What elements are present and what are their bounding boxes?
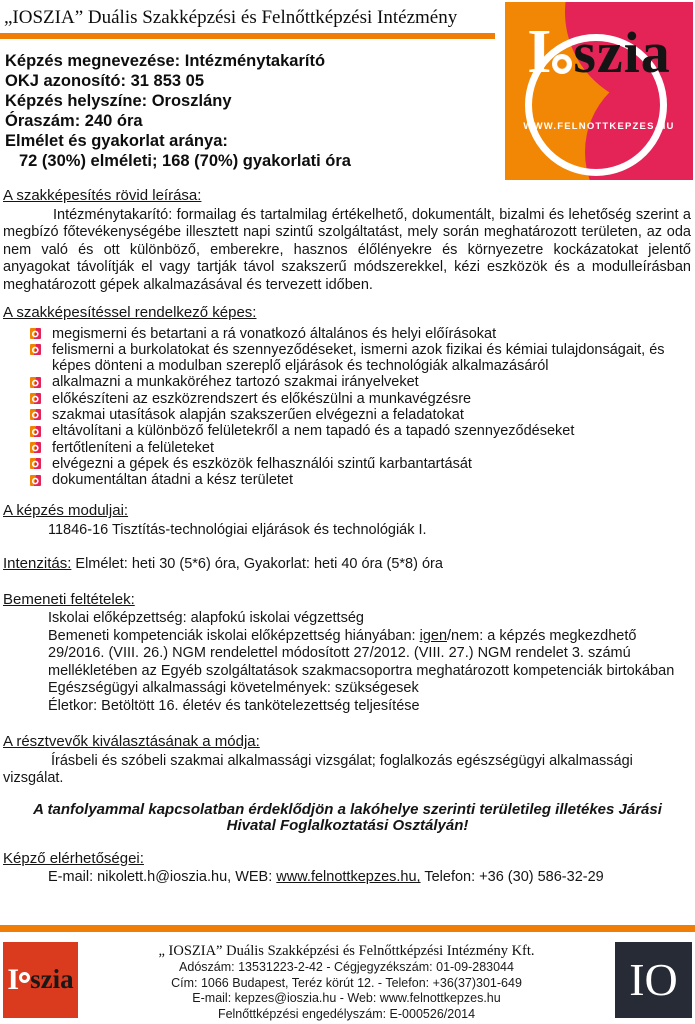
okj-id: OKJ azonosító: 31 853 05: [5, 72, 204, 90]
footer-company-line: Adószám: 13531223-2-42 - Cégjegyzékszám: 01-09-283044: [179, 960, 514, 974]
theory-practice-ratio-label: Elmélet és gyakorlat aránya:: [5, 132, 228, 150]
contact-line: [48, 869, 691, 887]
intensity-text: Elmélet: heti 30 (5*6) óra, Gyakorlat: heti 40 óra (5*8) óra: [75, 556, 443, 573]
competency-text: szakmai utasítások alapján szakszerűen elvégezni a feladatokat: [52, 406, 464, 423]
organization-title: „IOSZIA” Duális Szakképzési és Felnőttképzési Intézmény: [4, 7, 458, 28]
entry-competency-pre: Bemeneti kompetenciák iskolai előképzettség hiányában:: [48, 627, 420, 644]
email-label: E-mail:: [48, 869, 98, 886]
logo-letter-i: I: [527, 18, 552, 86]
entry-competency-post: /nem: a képzés megkezdhető: [447, 627, 637, 644]
ioszia-logo: [505, 2, 693, 180]
web-label: , WEB:: [227, 869, 277, 886]
description-paragraph: Intézménytakarító: formailag és tartalmilag értékelhető, dokumentált, bizalmi és lehetőség szerint a megbízó főtevékenységébe illesztett napi szintű szolgáltatást, mely során meghatározott területen, az oda nem való és ott különböző, emberekre, hasznos élőlényekre és környezetre kockázatokat jelentő anyagokat távolítják el vagy tartják távol szakszerű módszerekkel, kézi eszközök és a modulleírásban meghatározott gépek alkalmazásával és tervezett időben.: [3, 206, 691, 293]
course-hours: Óraszám: 240 óra: [5, 112, 143, 130]
section-heading-entry: Bemeneti feltételek:: [3, 590, 135, 608]
competency-text: alkalmazni a munkaköréhez tartozó szakmai irányelveket: [52, 374, 419, 391]
course-name: Képzés megnevezése: Intézménytakarító: [5, 52, 326, 70]
footer-ioszia-logo: [3, 942, 78, 1018]
competency-list-item: [30, 407, 695, 423]
entry-regulation: 29/2016. (VIII. 26.) NGM rendelettel módosított 27/2012. (VIII. 27.) NGM rendelet 3. számú mellékletében az Egyéb szolgáltatások szakmacsoportra meghatározott kompetenciák birtokában: [48, 645, 675, 679]
logo-bullet-icon: [30, 442, 41, 453]
competency-list-item: [30, 342, 695, 375]
entry-competency-line: [48, 628, 691, 646]
course-summary: [5, 51, 500, 171]
competency-text: dokumentáltan átadni a kész területet: [52, 472, 294, 489]
section-heading-selection: A résztvevők kiválasztásának a módja:: [3, 733, 260, 751]
competency-text: megismerni és betartani a rá vonatkozó általános és helyi előírásokat: [52, 325, 497, 342]
theory-practice-ratio-value: 72 (30%) elméleti; 168 (70%) gyakorlati óra: [19, 152, 351, 170]
footer-company-line: Cím: 1066 Budapest, Teréz körút 12. - Telefon: +36(37)301-649: [171, 975, 522, 990]
logo-bullet-icon: [30, 409, 41, 420]
entry-requirements: [48, 610, 691, 715]
competency-text: fertőtleníteni a felületeket: [52, 439, 215, 456]
logo-circle-icon: [552, 54, 572, 74]
entry-age: Életkor: Betöltött 16. életév és tankötelezettség teljesítése: [48, 697, 420, 714]
io-badge: IO: [615, 942, 692, 1018]
competency-text: eltávolítani a különböző felületekről a nem tapadó és a tapadó szennyeződéseket: [52, 423, 575, 440]
competency-list-item: [30, 374, 695, 390]
competency-text: felismerni a burkolatokat és szennyeződéseket, ismerni azok fizikai és kémiai tulajdonságait, és képes dönteni a modulban szereplő eljárások és technológiák alkalmazásáról: [52, 341, 665, 375]
logo-bullet-icon: [30, 328, 41, 339]
logo-bullet-icon: [30, 344, 41, 355]
footer-company-line: Felnőttképzési engedélyszám: E-000526/2014: [217, 1006, 476, 1021]
section-heading-modules: A képzés moduljai:: [3, 502, 129, 520]
footer-logo-circle-icon: [19, 972, 30, 983]
selection-paragraph: Írásbeli és szóbeli szakmai alkalmassági vizsgálat; foglalkozás egészségügyi alkalmassági vizsgálat.: [3, 752, 633, 787]
section-heading-description: A szakképesítés rövid leírása:: [3, 187, 202, 204]
intensity-heading: Intenzitás:: [3, 555, 72, 573]
web-link[interactable]: www.felnottkepzes.hu,: [276, 869, 421, 886]
logo-letters-szia: szia: [573, 20, 671, 85]
footer-divider: [0, 925, 695, 932]
section-heading-competencies: A szakképesítéssel rendelkező képes:: [3, 304, 257, 321]
competency-list-item: [30, 391, 695, 407]
competency-list: [30, 326, 695, 489]
intensity-line: [3, 555, 691, 574]
module-item: 11846-16 Tisztítás-technológiai eljárások és technológiák I.: [48, 521, 427, 538]
footer-company-line: E-mail: kepzes@ioszia.hu - Web: www.felnottkepzes.hu: [192, 991, 501, 1005]
logo-url: WWW.FELNOTTKEPZES.HU: [523, 121, 675, 132]
competency-list-item: [30, 326, 695, 342]
section-heading-contact: Képző elérhetőségei:: [3, 849, 144, 867]
logo-bullet-icon: [30, 393, 41, 404]
phone-number: +36 (30) 586-32-29: [479, 869, 604, 886]
course-location: Képzés helyszíne: Oroszlány: [5, 92, 232, 110]
logo-bullet-icon: [30, 426, 41, 437]
email-address: nikolett.h@ioszia.hu: [97, 869, 228, 886]
entry-education: Iskolai előképzettség: alapfokú iskolai végzettség: [48, 610, 364, 627]
footer-logo-letters-szia: szia: [30, 964, 74, 995]
entry-yes-underlined: igen: [419, 627, 448, 644]
footer-company-name: „ IOSZIA” Duális Szakképzési és Felnőttképzési Intézmény Kft.: [158, 943, 535, 959]
entry-health: Egészségügyi alkalmassági követelmények: szükségesek: [48, 680, 419, 697]
competency-text: elvégezni a gépek és eszközök felhasználói szintű karbantartását: [52, 455, 472, 472]
footer-company-lines: [78, 960, 615, 1022]
header-divider: [0, 33, 495, 39]
logo-bullet-icon: [30, 475, 41, 486]
competency-list-item: [30, 440, 695, 456]
footer: [0, 940, 695, 1022]
competency-list-item: [30, 456, 695, 472]
footer-logo-letter-i: I: [7, 963, 20, 997]
logo-bullet-icon: [30, 377, 41, 388]
competency-text: előkészíteni az eszközrendszert és előkészülni a munkavégzésre: [52, 390, 472, 407]
logo-wordmark: [505, 18, 693, 86]
logo-bullet-icon: [30, 458, 41, 469]
footer-company-block: [78, 940, 615, 1022]
competency-list-item: [30, 472, 695, 488]
notice-text: A tanfolyammal kapcsolatban érdeklődjön a lakóhelye szerinti területileg illetékes Járási Hivatal Foglalkoztatási Osztályán!: [33, 800, 662, 835]
phone-label: Telefon:: [420, 869, 480, 886]
competency-list-item: [30, 423, 695, 439]
